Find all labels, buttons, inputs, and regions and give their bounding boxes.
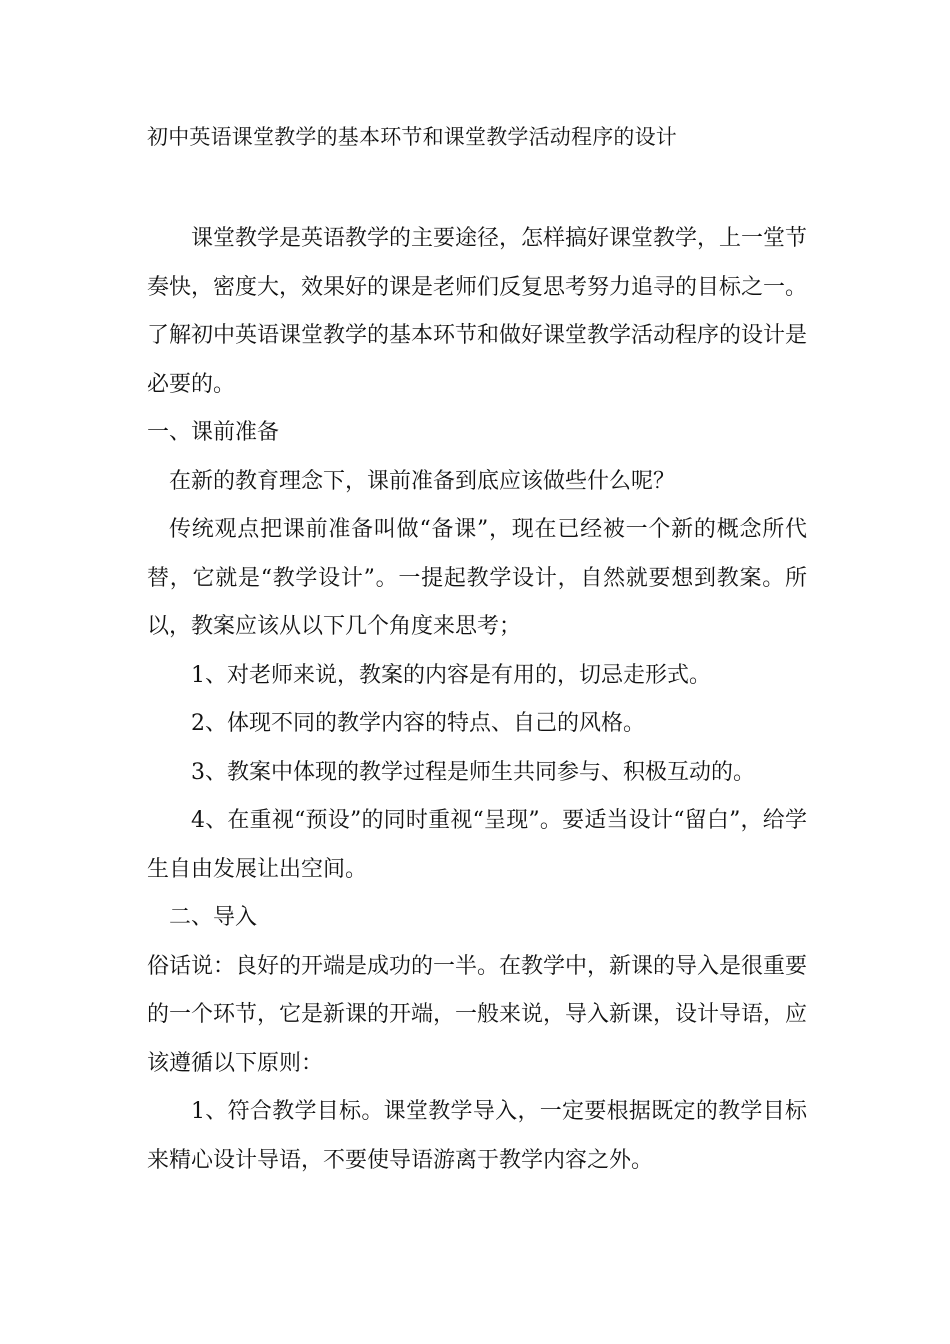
intro-paragraph: 课堂教学是英语教学的主要途径，怎样搞好课堂教学，上一堂节奏快，密度大，效果好的课是老师们反复思考努力追寻的目标之一。了解初中英语课堂教学的基本环节和做好课堂教学活动程序的设计是必要的。 — [147, 226, 808, 397]
paragraph: 在新的教育理念下，课前准备到底应该做些什么呢？ — [169, 468, 676, 494]
document-title: 初中英语课堂教学的基本环节和课堂教学活动程序的设计 — [147, 125, 677, 149]
paragraph: 俗话说：良好的开端是成功的一半。在教学中，新课的导入是很重要的一个环节，它是新课的开端，一般来说，导入新课，设计导语，应该遵循以下原则： — [147, 953, 808, 1076]
list-item: 4、在重视“预设”的同时重视“呈现”。要适当设计“留白”，给学生自由发展让出空间。 — [147, 808, 807, 882]
list-item: 1、对老师来说，教案的内容是有用的，切忌走形式。 — [191, 662, 711, 688]
section-heading-prep: 一、课前准备 — [147, 420, 280, 445]
list-item: 1、符合教学目标。课堂教学导入，一定要根据既定的教学目标来精心设计导语，不要使导语游离于教学内容之外。 — [147, 1099, 807, 1173]
section-heading-intro: 二、导入 — [169, 905, 258, 930]
document-body — [147, 215, 807, 1185]
list-item: 3、教案中体现的教学过程是师生共同参与、积极互动的。 — [191, 759, 755, 785]
paragraph: 传统观点把课前准备叫做“备课”，现在已经被一个新的概念所代替，它就是“教学设计”。一提起教学设计，自然就要想到教案。所以，教案应该从以下几个角度来思考； — [147, 517, 807, 639]
list-item: 2、体现不同的教学内容的特点、自己的风格。 — [191, 711, 645, 736]
